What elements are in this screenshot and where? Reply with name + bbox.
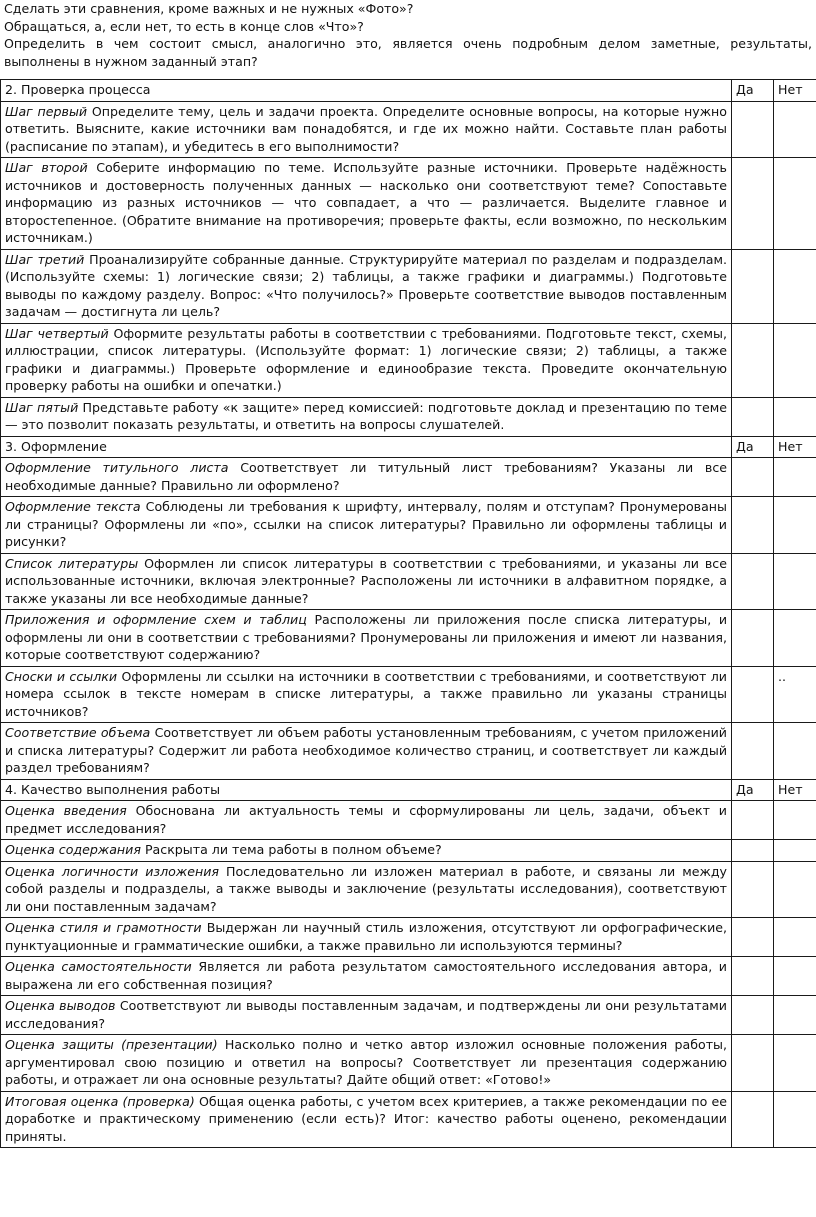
no-cell[interactable] bbox=[774, 553, 816, 610]
criterion-lead: Оценка введения bbox=[5, 803, 127, 818]
no-cell[interactable] bbox=[774, 861, 816, 918]
criterion-cell bbox=[1, 861, 732, 918]
column-no-label: Нет bbox=[774, 436, 816, 458]
no-cell[interactable] bbox=[774, 723, 816, 780]
criterion-lead: Шаг третий bbox=[5, 251, 85, 267]
criterion-lead: Оценка защиты (презентации) bbox=[5, 1037, 218, 1052]
criterion-lead: Оформление текста bbox=[5, 499, 141, 514]
table-row bbox=[1, 323, 816, 397]
table-row bbox=[1, 497, 816, 554]
yes-cell[interactable] bbox=[732, 801, 774, 840]
table-row bbox=[1, 1035, 816, 1092]
criterion-cell bbox=[1, 101, 732, 158]
section-header-row bbox=[1, 436, 816, 458]
no-cell[interactable] bbox=[774, 397, 816, 436]
yes-cell[interactable] bbox=[732, 1091, 774, 1148]
criterion-cell bbox=[1, 397, 732, 436]
criterion-text: Раскрыта ли тема работы в полном объеме? bbox=[144, 842, 442, 857]
criterion-lead: Шаг четвертый bbox=[5, 325, 109, 341]
criterion-cell bbox=[1, 918, 732, 957]
criterion-text: Оформите результаты работы в соответствии с требованиями. Подготовьте текст, схемы, иллюстрации, список литературы. (Используйте формат: 1) логические связи; 2) таблицы, а также графики и диаграммы.) Проверьте оформление и единообразие текста. Проведите окончательную проверку работы на ошибки и опечатки.) bbox=[5, 325, 727, 393]
yes-cell[interactable] bbox=[732, 957, 774, 996]
criterion-cell bbox=[1, 553, 732, 610]
criterion-lead: Оценка логичности изложения bbox=[5, 863, 219, 879]
criterion-lead: Сноски и ссылки bbox=[5, 668, 118, 684]
section-header-row bbox=[1, 779, 816, 801]
criterion-lead: Список литературы bbox=[5, 555, 139, 571]
section-title: 4. Качество выполнения работы bbox=[1, 779, 732, 801]
criterion-cell bbox=[1, 1035, 732, 1092]
no-cell[interactable] bbox=[774, 957, 816, 996]
criterion-cell bbox=[1, 840, 732, 862]
criterion-lead: Шаг первый bbox=[5, 103, 88, 119]
yes-cell[interactable] bbox=[732, 323, 774, 397]
criterion-text: Оформлены ли ссылки на источники в соответствии с требованиями, и соответствуют ли номера ссылок в тексте номерам в списке литературы, а также правильно ли указаны страницы источников? bbox=[5, 668, 727, 719]
criterion-lead: Оценка самостоятельности bbox=[5, 959, 192, 974]
table-row bbox=[1, 249, 816, 323]
yes-cell[interactable] bbox=[732, 840, 774, 862]
criterion-lead: Соответствие объема bbox=[5, 725, 151, 740]
no-cell[interactable] bbox=[774, 918, 816, 957]
yes-cell[interactable] bbox=[732, 666, 774, 723]
criterion-cell bbox=[1, 249, 732, 323]
intro-block bbox=[0, 0, 816, 70]
yes-cell[interactable] bbox=[732, 158, 774, 250]
no-cell[interactable] bbox=[774, 101, 816, 158]
yes-cell[interactable] bbox=[732, 918, 774, 957]
column-yes-label: Да bbox=[732, 779, 774, 801]
yes-cell[interactable] bbox=[732, 497, 774, 554]
criterion-cell bbox=[1, 723, 732, 780]
no-cell[interactable] bbox=[774, 801, 816, 840]
yes-cell[interactable] bbox=[732, 996, 774, 1035]
criterion-text: Соответствует ли титульный лист требованиям? Указаны ли все необходимые данные? Правильно ли оформлено? bbox=[5, 460, 727, 493]
table-row bbox=[1, 723, 816, 780]
table-row bbox=[1, 801, 816, 840]
section-header-row bbox=[1, 80, 816, 102]
no-cell[interactable] bbox=[774, 610, 816, 667]
table-row bbox=[1, 996, 816, 1035]
intro-paragraph: Определить в чем состоит смысл, аналогично это, является очень подробным делом заметные, результаты, выполнены в нужном заданный этап? bbox=[4, 36, 812, 69]
yes-cell[interactable] bbox=[732, 1035, 774, 1092]
no-cell[interactable] bbox=[774, 996, 816, 1035]
yes-cell[interactable] bbox=[732, 861, 774, 918]
criterion-cell bbox=[1, 957, 732, 996]
intro-line: Обращаться, а, если нет, то есть в конце слов «Что»? bbox=[4, 18, 364, 34]
no-cell[interactable] bbox=[774, 840, 816, 862]
table-row bbox=[1, 918, 816, 957]
no-cell[interactable] bbox=[774, 1035, 816, 1092]
table-row bbox=[1, 158, 816, 250]
criterion-text: Является ли работа результатом самостоятельного исследования автора, и выражена ли его собственная позиция? bbox=[5, 959, 727, 992]
table-row bbox=[1, 458, 816, 497]
criterion-text: Последовательно ли изложен материал в работе, и связаны ли между собой разделы и подразделы, а также выводы и заключение (результаты исследования), соответствуют ли они поставленным задачам? bbox=[5, 863, 727, 914]
section-title: 2. Проверка процесса bbox=[1, 80, 732, 102]
table-row bbox=[1, 840, 816, 862]
criterion-text: Обоснована ли актуальность темы и сформулированы ли цель, задачи, объект и предмет исследования? bbox=[5, 803, 727, 836]
checklist-table bbox=[0, 79, 816, 1148]
table-row bbox=[1, 553, 816, 610]
section-title: 3. Оформление bbox=[1, 436, 732, 458]
yes-cell[interactable] bbox=[732, 458, 774, 497]
criterion-cell bbox=[1, 323, 732, 397]
table-row bbox=[1, 610, 816, 667]
criterion-lead: Оформление титульного листа bbox=[5, 460, 229, 475]
no-cell[interactable] bbox=[774, 458, 816, 497]
criterion-lead: Приложения и оформление схем и таблиц bbox=[5, 612, 307, 627]
no-cell[interactable] bbox=[774, 1091, 816, 1148]
no-cell[interactable] bbox=[774, 249, 816, 323]
criterion-cell bbox=[1, 996, 732, 1035]
criterion-text: Оформлен ли список литературы в соответствии с требованиями, и указаны ли все использованные источники, включая электронные? Расположены ли источники в алфавитном порядке, а также указаны ли все необходимые данные? bbox=[5, 555, 727, 606]
criterion-lead: Оценка выводов bbox=[5, 998, 116, 1013]
yes-cell[interactable] bbox=[732, 249, 774, 323]
table-row bbox=[1, 861, 816, 918]
criterion-text: Расположены ли приложения после списка литературы, и оформлены ли они в соответствии с требованиями? Пронумерованы ли приложения и имеют ли названия, которые соответствуют содержанию? bbox=[5, 612, 727, 662]
table-row bbox=[1, 101, 816, 158]
table-row bbox=[1, 1091, 816, 1148]
criterion-lead: Итоговая оценка (проверка) bbox=[5, 1093, 195, 1109]
criterion-text: Проанализируйте собранные данные. Структурируйте материал по разделам и подразделам. (Используйте схемы: 1) логические связи; 2) таблицы, а также графики и диаграммы.) Подготовьте выводы по каждому разделу. Вопрос: «Что получилось?» Проверьте соответствие выводов поставленным задачам — достигнута ли цель? bbox=[5, 251, 727, 319]
table-row bbox=[1, 957, 816, 996]
criterion-text: Соответствуют ли выводы поставленным задачам, и подтверждены ли они результатами исследования? bbox=[5, 998, 727, 1031]
criterion-text: Выдержан ли научный стиль изложения, отсутствуют ли орфографические, пунктуационные и грамматические ошибки, а также правильно ли используются термины? bbox=[5, 920, 727, 953]
yes-cell[interactable] bbox=[732, 723, 774, 780]
column-no-label: Нет bbox=[774, 80, 816, 102]
yes-cell[interactable] bbox=[732, 397, 774, 436]
criterion-cell bbox=[1, 497, 732, 554]
criterion-text: Представьте работу «к защите» перед комиссией: подготовьте доклад и презентацию по теме — это позволит показать результаты, и ответить на вопросы слушателей. bbox=[5, 399, 727, 432]
no-cell[interactable] bbox=[774, 158, 816, 250]
no-cell[interactable] bbox=[774, 497, 816, 554]
column-no-label: Нет bbox=[774, 779, 816, 801]
criterion-text: Определите тему, цель и задачи проекта. Определите основные вопросы, на которые нужно ответить. Выясните, какие источники вам понадобятся, и где их можно найти. Составьте план работы (расписание по этапам), и убедитесь в его выполнимости? bbox=[5, 103, 727, 154]
criterion-text: Соберите информацию по теме. Используйте разные источники. Проверьте надёжность источников и достоверность полученных данных — насколько они соответствуют теме? Сопоставьте информацию из разных источников — что совпадает, а что — различается. Выделите главное и второстепенное. (Обратите внимание на противоречия; проверьте факты, если возможно, по нескольким источникам.) bbox=[5, 160, 727, 245]
yes-cell[interactable] bbox=[732, 101, 774, 158]
criterion-text: Общая оценка работы, с учетом всех критериев, а также рекомендации по ее доработке и практическому применению (если есть)? Итог: качество работы оценено, рекомендации приняты. bbox=[5, 1093, 728, 1144]
checklist-body bbox=[1, 80, 816, 1148]
criterion-cell bbox=[1, 666, 732, 723]
criterion-lead: Оценка содержания bbox=[5, 842, 141, 857]
no-cell[interactable]: .. bbox=[774, 666, 816, 723]
column-yes-label: Да bbox=[732, 436, 774, 458]
table-row bbox=[1, 397, 816, 436]
no-cell[interactable] bbox=[774, 323, 816, 397]
table-row bbox=[1, 666, 816, 723]
criterion-text: Соответствует ли объем работы установленным требованиям, с учетом приложений и списка литературы? Содержит ли работа необходимое количество страниц, и соответствует ли каждый раздел требованиям? bbox=[5, 725, 727, 775]
yes-cell[interactable] bbox=[732, 553, 774, 610]
criterion-cell bbox=[1, 458, 732, 497]
yes-cell[interactable] bbox=[732, 610, 774, 667]
criterion-cell bbox=[1, 610, 732, 667]
criterion-text: Насколько полно и четко автор изложил основные положения работы, аргументировал свою позицию и ответил на вопросы? Соответствует ли презентация содержанию работы, и отражает ли она основные результаты? Дайте общий ответ: «Готово!» bbox=[5, 1037, 728, 1087]
column-yes-label: Да bbox=[732, 80, 774, 102]
criterion-cell bbox=[1, 801, 732, 840]
criterion-text: Соблюдены ли требования к шрифту, интервалу, полям и отступам? Пронумерованы ли страницы? Оформлены ли «по», ссылки на список литературы? Правильно ли оформлены таблицы и рисунки? bbox=[5, 499, 727, 549]
criterion-lead: Шаг второй bbox=[5, 160, 88, 175]
criterion-cell bbox=[1, 158, 732, 250]
criterion-cell bbox=[1, 1091, 732, 1148]
criterion-lead: Оценка стиля и грамотности bbox=[5, 920, 202, 935]
criterion-lead: Шаг пятый bbox=[5, 399, 79, 415]
intro-line: Сделать эти сравнения, кроме важных и не нужных «Фото»? bbox=[4, 1, 414, 16]
